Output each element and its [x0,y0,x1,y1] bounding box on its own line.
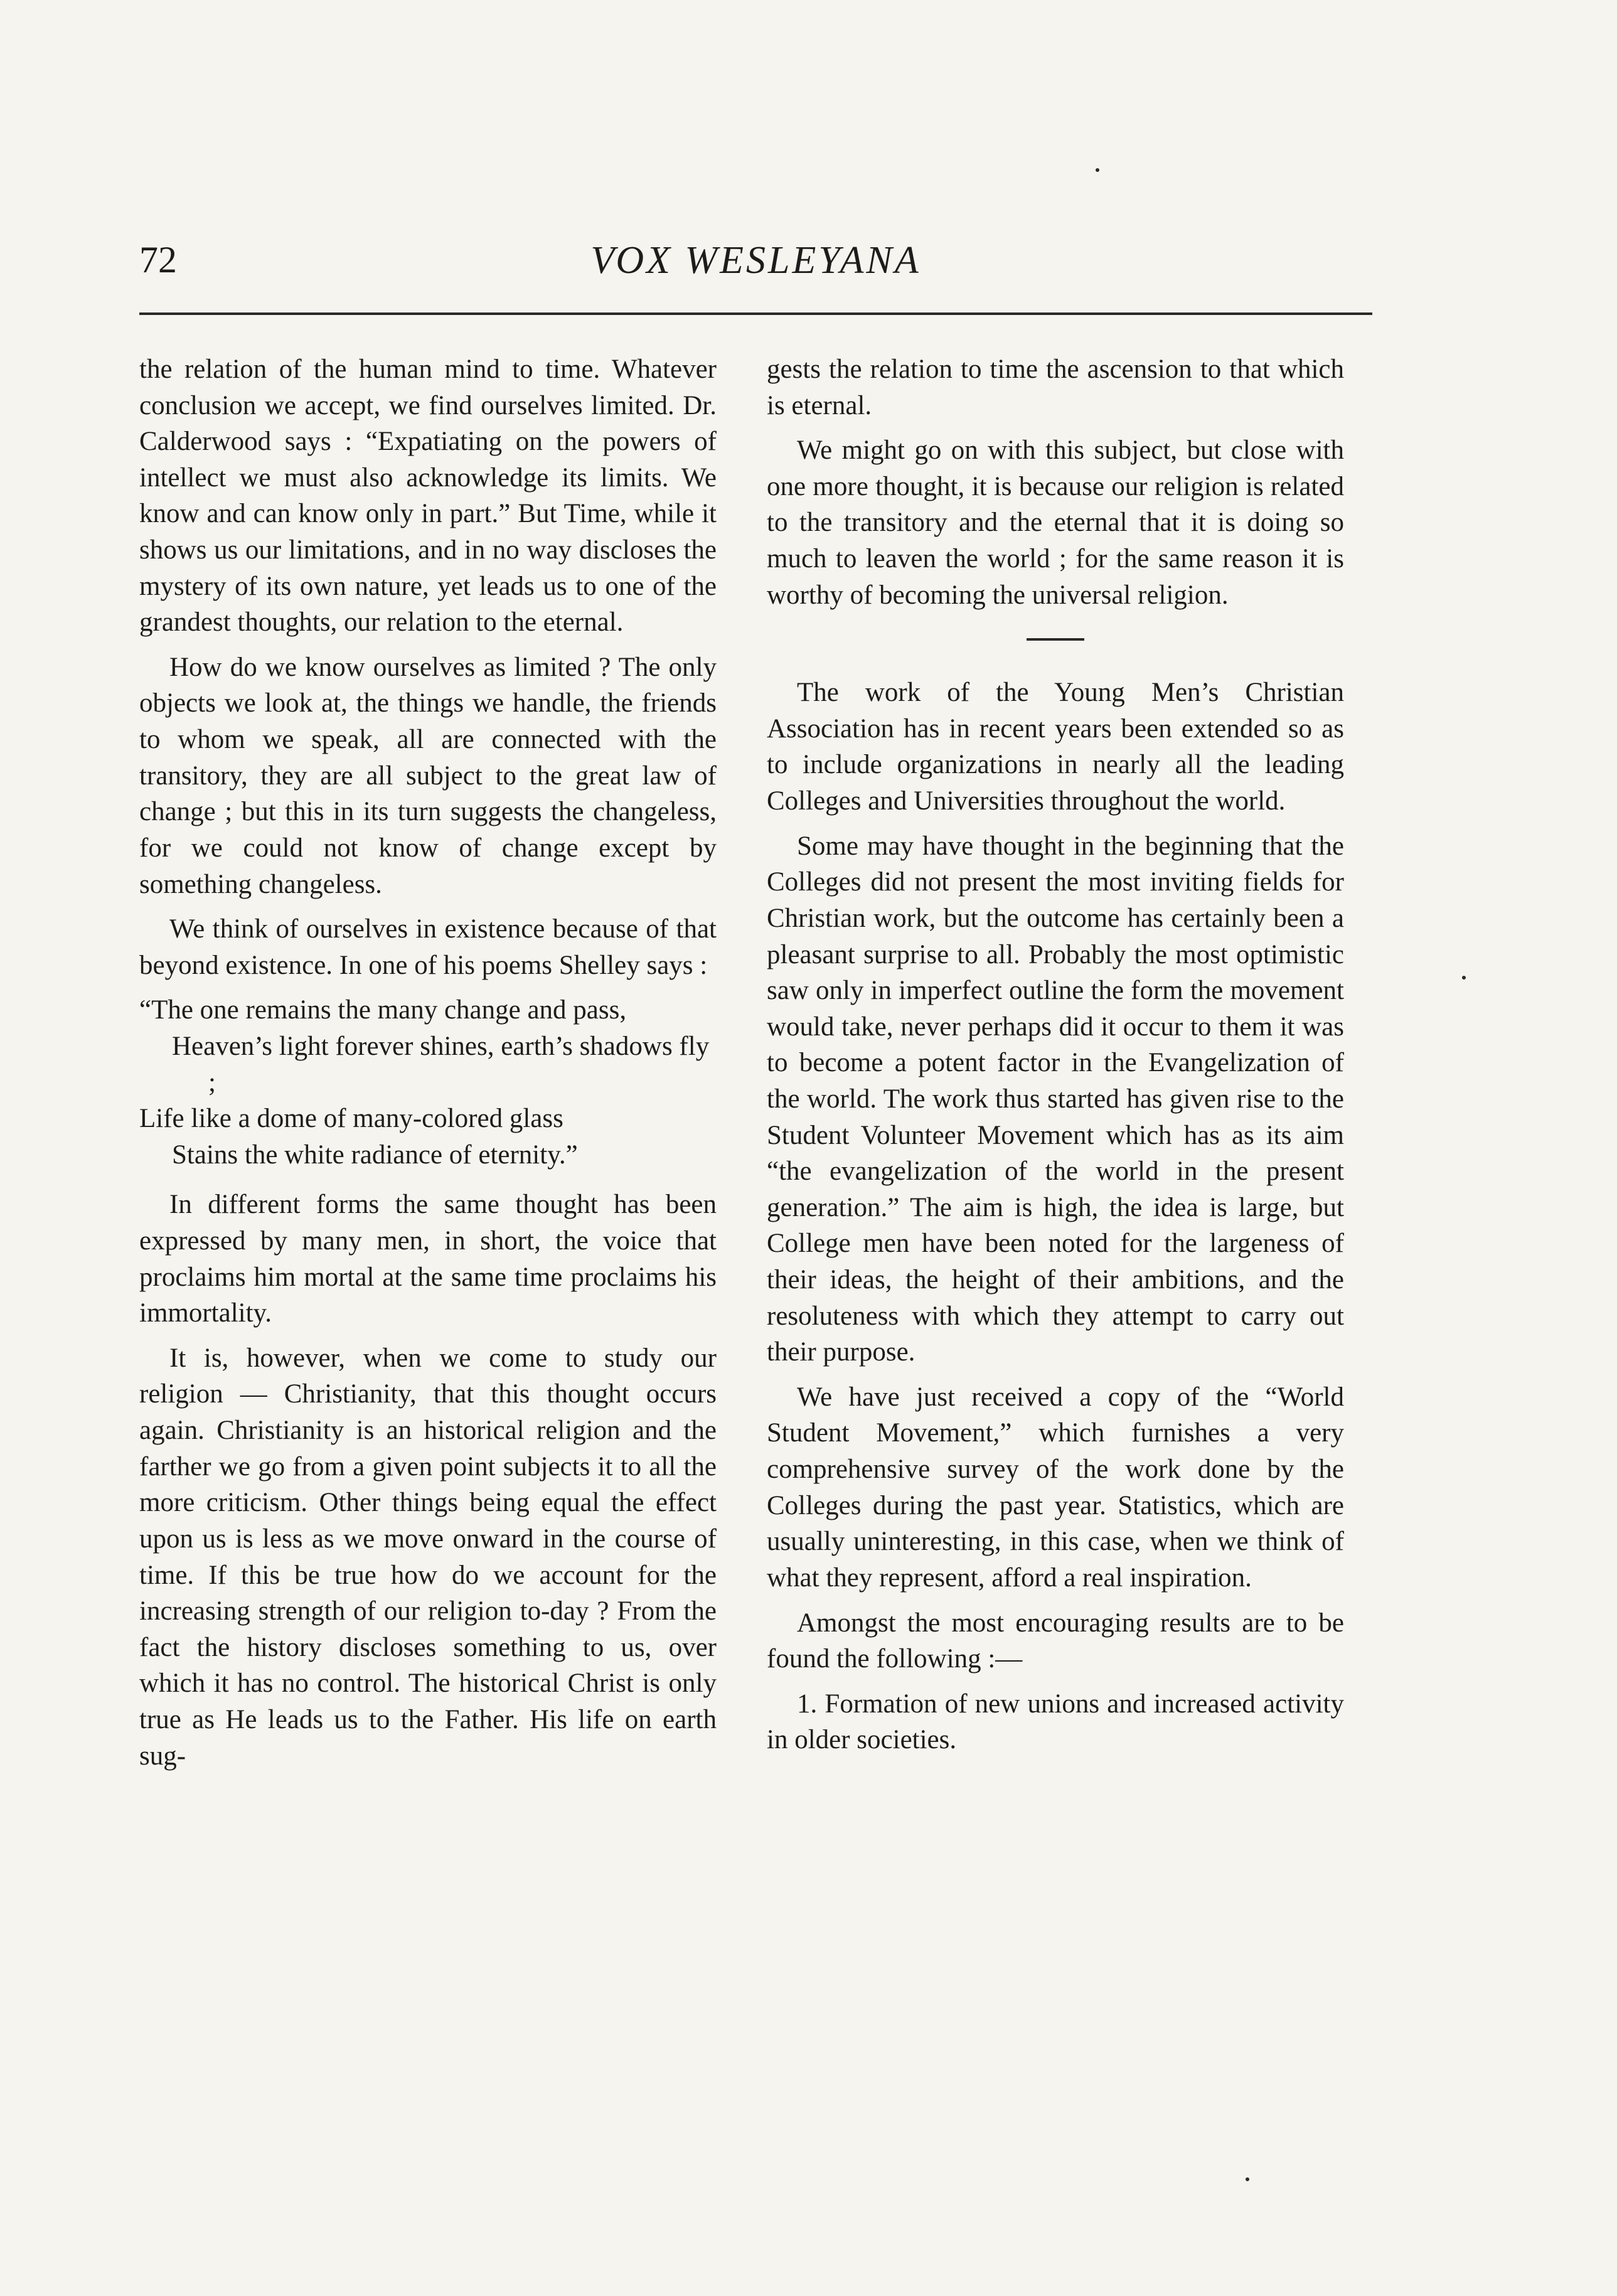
verse-line: Stains the white radiance of eternity.” [172,1140,578,1170]
paragraph: gests the relation to time the ascension to that which is eternal. [767,355,1344,420]
paragraph: In different forms the same thought has been expressed by many men, in short, the voice that proclaims him mortal at the same time proclaims his immortality. [139,1190,717,1328]
poem-quote [139,992,717,1173]
journal-title: VOX WESLEYANA [590,239,921,282]
paragraph: We have just received a copy of the “World Student Movement,” which furnishes a very comprehensive survey of the work done by the Colleges during the past year. Statistics, which are usually uninteresting, in this case, when we think of what they represent, afford a real inspiration. [767,1382,1344,1593]
verse-line: “The one remains the many change and pass, [139,995,627,1025]
right-column [767,351,1344,1767]
paragraph: Some may have thought in the beginning that the Colleges did not present the most inviting fields for Christian work, but the outcome has certainly been a pleasant surprise to all. Probably the most optimistic saw only in imperfect outline the form the movement would take, never perhaps did it occur to them it was to become a potent factor in the Evangelization of the world. The work thus started has given rise to the Student Volunteer Movement which has as its aim “the evangelization of the world in the present generation.” The aim is high, the idea is large, but College men have been noted for the largeness of their ideas, the height of their ambitions, and the resoluteness with which they attempt to carry out their purpose. [767,831,1344,1367]
page-header [139,238,1372,282]
page-number: 72 [139,239,177,280]
paragraph: The work of the Young Men’s Christian Association has in recent years been extended so as to include organizations in nearly all the leading Colleges and Universities throughout the world. [767,678,1344,816]
verse-line: Heaven’s light forever shines, earth’s shadows fly ; [172,1031,710,1097]
scan-speck [1246,2177,1249,2181]
section-divider [1027,638,1084,641]
paragraph: How do we know ourselves as limited ? The only objects we look at, the things we handle, the friends to whom we speak, all are connected with the transitory, they are all subject to the great law of change ; but this in its turn suggests the changeless, for we could not know of change except by something changeless. [139,652,717,899]
header-rule [139,312,1372,315]
paragraph: It is, however, when we come to study our religion — Christianity, that this thought occurs again. Christianity is an historical religion and the farther we go from a given point subjects it to all the more criticism. Other things being equal the effect upon us is less as we move onward in the course of time. If this be true how do we account for the increasing strength of our religion to-day ? From the fact the history discloses something to us, over which it has no control. The historical Christ is only true as He leads us to the Father. His life on earth sug- [139,1343,717,1771]
scan-speck [1462,976,1466,980]
paragraph: We think of ourselves in existence because of that beyond existence. In one of his poems Shelley says : [139,914,717,980]
left-column [139,351,717,1783]
paragraph: We might go on with this subject, but close with one more thought, it is because our religion is related to the transitory and the eternal that it is doing so much to leaven the world ; for the same reason it is worthy of becoming the universal religion. [767,435,1344,610]
paragraph: the relation of the human mind to time. Whatever conclusion we accept, we find ourselves limited. Dr. Calderwood says : “Expatiating on the powers of intellect we must also acknowledge its limits. We know and can know only in part.” But Time, while it shows us our limitations, and in no way discloses the mystery of its own nature, yet leads us to one of the grandest thoughts, our relation to the eternal. [139,355,717,638]
verse-line: Life like a dome of many-colored glass [139,1104,563,1134]
scan-speck [1096,168,1099,172]
paragraph: Amongst the most encouraging results are to be found the following :— [767,1608,1344,1674]
paragraph: 1. Formation of new unions and increased activity in older societies. [767,1689,1344,1755]
